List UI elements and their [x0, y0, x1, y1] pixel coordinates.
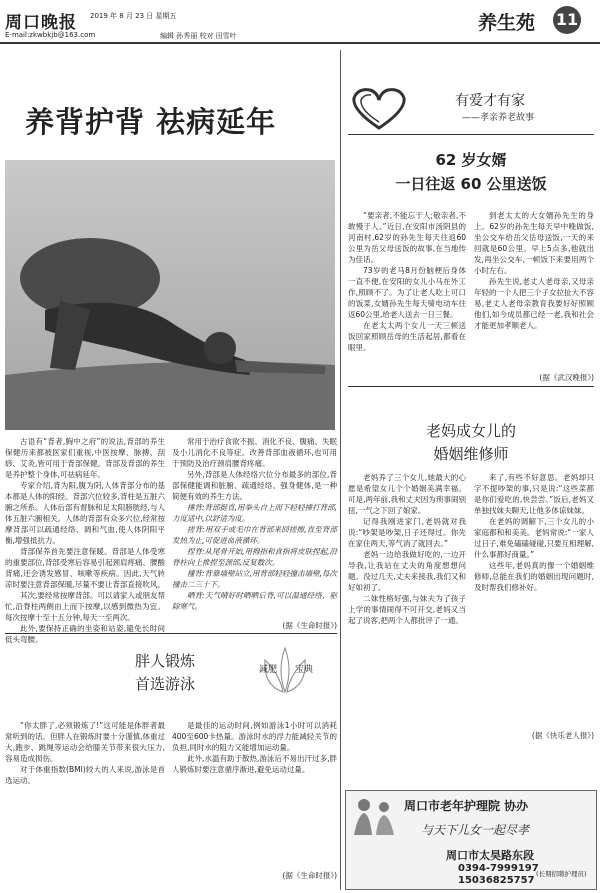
date-line: 2019 年 8 月 23 日 星期五 — [90, 12, 177, 20]
header-rule — [0, 42, 600, 44]
section-rule-right — [348, 386, 594, 387]
swim-article-source: (据《生命时报》) — [282, 871, 337, 880]
swim-article-col1: “你太胖了,必须锻炼了!”这可能是体胖者最常听到的话。但胖人在锻炼时要十分谨慎,体重过大,跑步、跳绳等运动会给膝关节带来很大压力,容易造成损伤。 对于体重指数(BMI)较大的人来说,游泳是首选运动。 — [5, 721, 165, 785]
mom-source: (据《快乐老人报》) — [531, 731, 594, 740]
ad-phone-1: 0394-7999197 — [458, 863, 539, 874]
ad-phone-note: (长期招聘护理员) — [536, 870, 587, 878]
main-article-source: (据《生命时报》) — [282, 621, 337, 630]
column-divider — [340, 50, 341, 890]
love-col1: “要亲者,不能忘于人;敬亲者,不敢慢于人。”近日,在安阳市汤阴县的河南村,62岁的孙先生每天往返60公里为岳父母送饭的故事,在当地传为佳话。 73岁的老马8月份脑梗后身体一直不便,在安阳的女儿小马在外工作,照顾不了。为了让老人吃上可口的饭菜,女婿孙先生每天骑电动车往返60公里,给老人送去一日三餐。 在老太太两个女儿一天三顿送饭回家照顾岳母的生活起居,都看在眼里。 — [348, 211, 466, 352]
swim-deco-left: 减肥 — [259, 665, 278, 675]
love-rule — [348, 134, 594, 135]
love-section-sub: ——孝亲养老故事 — [462, 113, 535, 123]
swim-article-title: 胖人锻炼 首选游泳 — [134, 652, 195, 693]
main-article-col1: 古语有“背者,胸中之府”的说法,背部的养生保健历来都被医家们重视,中医按摩、脉搏、刮痧、艾灸,皆可用于背部保健。背部及背部的养生是养护整个身体,可祛病延年。 专家介绍,背为阳,腹为阴,人体背部分布的基本都是人体的阳经。背部穴位较多,背柱是五脏六腑之所系。人体后部有督脉和足太阳膀胱经,与人体五脏六腑相关。人体的背部有众多穴位,经常按摩背部可以疏通经络、调和气血,使人体阴阳平衡,增强抵抗力。 背部保养首先要注意保暖。背部是人体受寒的重要部位,背部受寒后容易引起颈肩疼痛、腰酸背痛,还会诱发感冒、咳嗽等疾病。因此,天气转凉时要注意背部保暖,尽量不要让背部直接吹风。 其次,要经常按摩背部。可以请家人或朋友帮忙,沿脊柱两侧由上而下按摩,以感到微热为宜。每次按摩十至十五分钟,每天一至两次。 此外,要保持正确的坐姿和站姿,避免长时间低头弯腰。 — [5, 437, 165, 644]
mom-col1: 老妈养了三个女儿,她最大的心愿是希望女儿个个婚姻美满幸福。可是,两年前,我和丈夫因为琐事闹别扭,一气之下回了娘家。 记得我刚进家门,老妈就对我说:“吵架是吵架,日子还得过。你先在家住两天,等气消了就回去。” 老妈一边给我做好吃的,一边开导我,让我站在丈夫的角度想想问题。没过几天,丈夫来接我,我们又和好如初了。 二妹性格好强,与妹夫为了孩子上学的事情闹得不可开交,老妈又当起了说客,把两个人都批评了一通。 — [348, 473, 466, 625]
page-number: 11 — [553, 6, 581, 34]
ad-address: 周口市太昊路东段 — [446, 849, 534, 862]
heart-icon — [348, 86, 410, 132]
swim-article-col2: 是最佳的运动时间,例如游泳1小时可以消耗400至600卡热量。游泳时水的浮力能减轻关节的负担,同时水的阻力又能增加运动量。 此外,水温有助于散热,游泳后不易出汗过多,胖人锻炼时要注意循序渐进,避免运动过量。 — [172, 721, 337, 774]
email-address: E-mail:zkwbkjb@163.com — [5, 31, 96, 39]
ad-box — [345, 790, 597, 890]
ad-slogan: 与天下儿女一起尽孝 — [421, 823, 530, 837]
mom-col2: 来了,有些不好意思。老妈却只字不提吵架的事,只是说:“这些菜都是你们爱吃的,快尝尝。”饭后,老妈又单独找妹夫聊天,让他多体谅妹妹。 在老妈的调解下,三个女儿的小家庭都和和美美。老妈常说:“一家人过日子,难免磕磕碰碰,只要互相理解,什么事都好商量。” 这些年,老妈真的像一个婚姻维修师,总能在我们的婚姻出现问题时,及时帮我们修补好。 — [474, 473, 594, 592]
love-headline: 62 岁女婿 一日往返 60 公里送饭 — [395, 151, 547, 193]
section-rule — [5, 633, 337, 634]
swim-deco — [245, 640, 325, 700]
love-source: (据《武汉晚报》) — [539, 373, 594, 382]
love-col2: 到老太太的大女婿孙先生的身上。62岁的孙先生每天早中晚做饭,坐公交车给岳父岳母送饭,一天的来回就是60公里。早上5点多,他就出发,再坐公交车,一顿饭下来要用两个小时左右。 孙先生说,老丈人老母亲,又母亲年轻的一个人把三个子女拉扯大不容易,老丈人老母亲教育我要好好照顾他们,如今成员都已经一老,我和社会才能更加孝顺老人。 — [474, 211, 594, 330]
main-article-col2: 常用于治疗食欲不振、消化不良、腹痛、失眠及小儿消化不良等症。改善背部血液循环,也可用于预防及治疗颈肩腰背疼痛。 另外,背部是人体经络穴位分布最多的部位,背部保健能调和脏腑、疏通经络、强身健体,是一种简便有效的养生方法。 捶背:背部挺直,用拳头自上而下轻轻捶打背部,力度适中,以舒适为度。 搓背:用双手或毛巾在背部来回搓擦,直至背部发热为止,可促进血液循环。 捏脊:从尾骨开始,用拇指和食指将皮肤捏起,沿脊柱向上推捏至颈部,反复数次。 撞背:背靠墙壁站立,用背部轻轻撞击墙壁,每次撞击二三十下。 晒背:天气晴好时晒晒后背,可以温通经络、驱除寒气。 — [172, 437, 337, 611]
swim-deco-right: 宝典 — [295, 665, 314, 675]
ad-phone-2: 15036825757 — [458, 875, 535, 886]
newspaper-name: 周口晚报 — [5, 13, 77, 33]
heart-logo — [348, 86, 410, 132]
family-icon — [350, 795, 400, 839]
yoga-pose-image — [5, 160, 335, 430]
ad-title: 周口市老年护理院 协办 — [404, 799, 529, 813]
love-section-title: 有爱才有家 — [455, 93, 525, 109]
editors-line: 编辑 孙秀丽 校对 田雪叶 — [160, 32, 237, 40]
main-article-title: 养背护背 祛病延年 — [25, 105, 277, 139]
column-name: 养生苑 — [478, 12, 536, 34]
mom-article-title: 老妈成女儿的 婚姻维修师 — [425, 422, 516, 463]
yoga-photo — [5, 160, 335, 430]
